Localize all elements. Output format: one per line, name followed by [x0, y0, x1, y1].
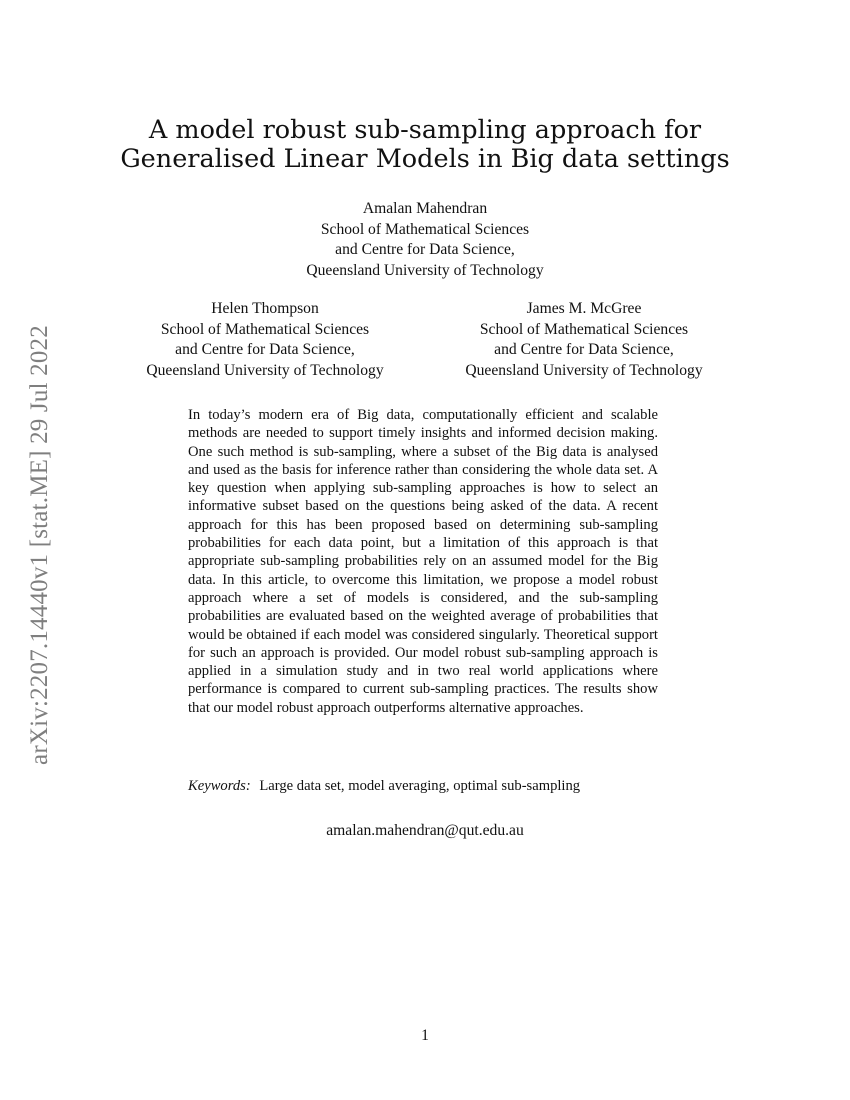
- title-line-1: A model robust sub-sampling approach for: [148, 115, 702, 145]
- keywords-value: Large data set, model averaging, optimal sub-sampling: [259, 778, 581, 794]
- author-affiliation-line: School of Mathematical Sciences: [160, 320, 370, 338]
- page-number: 1: [421, 1027, 429, 1044]
- paper-title: [0, 116, 850, 174]
- keywords-label: Keywords:: [188, 778, 251, 794]
- author-block-right: [434, 299, 734, 381]
- author-name: Helen Thompson: [211, 300, 319, 317]
- author-block-main: [225, 199, 625, 281]
- keywords: [188, 777, 658, 795]
- author-affiliation-line: Queensland University of Technology: [146, 361, 384, 379]
- author-affiliation-line: and Centre for Data Science,: [175, 341, 355, 358]
- abstract: In today’s modern era of Big data, computationally efficient and scalable methods are needed to support timely insights and informed decision making. One such method is sub-sampling, where a subset of the Big data is analysed and used as the basis for inference rather than considering the whole data set. A key question when applying sub-sampling approaches is how to select an informative subset based on the questions being asked of the data. A recent approach for this has been proposed based on determining sub-sampling probabilities for each data point, but a limitation of this approach is that appropriate sub-sampling probabilities rely on an assumed model for the Big data. In this article, to overcome this limitation, we propose a model robust approach where a set of models is considered, and the sub-sampling probabilities are evaluated based on the weighted average of probabilities that would be obtained if each model was considered singularly. Theoretical support for such an approach is provided. Our model robust sub-sampling approach is applied in a simulation study and in two real world applications where performance is compared to current sub-sampling practices. The results show that our model robust approach outperforms alternative approaches.: [188, 407, 658, 716]
- arxiv-sidebar: [22, 295, 58, 795]
- author-affiliation-line: School of Mathematical Sciences: [320, 220, 530, 238]
- author-affiliation-line: and Centre for Data Science,: [494, 341, 674, 358]
- author-affiliation-line: Queensland University of Technology: [306, 261, 544, 279]
- contact-email[interactable]: amalan.mahendran@qut.edu.au: [326, 822, 524, 839]
- arxiv-identifier: arXiv:2207.14440v1 [stat.ME] 29 Jul 2022: [26, 325, 54, 765]
- author-block-left: [115, 299, 415, 381]
- title-line-2: Generalised Linear Models in Big data settings: [120, 144, 730, 174]
- author-affiliation-line: and Centre for Data Science,: [335, 241, 515, 258]
- author-name: James M. McGree: [526, 300, 642, 317]
- author-affiliation-line: Queensland University of Technology: [465, 361, 703, 379]
- author-name: Amalan Mahendran: [362, 200, 488, 217]
- author-affiliation-line: School of Mathematical Sciences: [479, 320, 689, 338]
